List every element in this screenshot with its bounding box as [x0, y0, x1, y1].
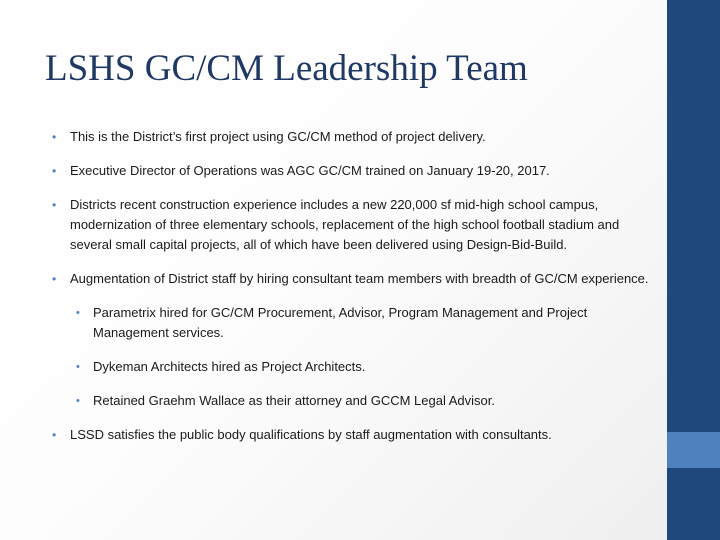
sidebar-accent-block — [667, 432, 720, 468]
bullet-item: • Augmentation of District staff by hiring consultant team members with breadth of GC/CM experience. — [52, 269, 652, 289]
bullet-list — [52, 127, 652, 459]
slide-title: LSHS GC/CM Leadership Team — [45, 48, 528, 89]
bullet-item: • Executive Director of Operations was AGC GC/CM trained on January 19-20, 2017. — [52, 161, 652, 181]
sub-bullet-item: • Dykeman Architects hired as Project Architects. — [76, 357, 613, 377]
bullet-item: • Districts recent construction experience includes a new 220,000 sf mid-high school campus, modernization of three elementary schools, replacement of the high school football stadium and several small capital projects, all of which have been delivered using Design-Bid-Build. — [52, 195, 652, 255]
bullet-item: • This is the District’s first project using GC/CM method of project delivery. — [52, 127, 652, 147]
bullet-item: • LSSD satisfies the public body qualifications by staff augmentation with consultants. — [52, 425, 652, 445]
sub-bullet-item: • Retained Graehm Wallace as their attorney and GCCM Legal Advisor. — [76, 391, 613, 411]
sub-bullet-item: • Parametrix hired for GC/CM Procurement, Advisor, Program Management and Project Management services. — [76, 303, 613, 343]
sidebar-decoration — [667, 0, 720, 540]
